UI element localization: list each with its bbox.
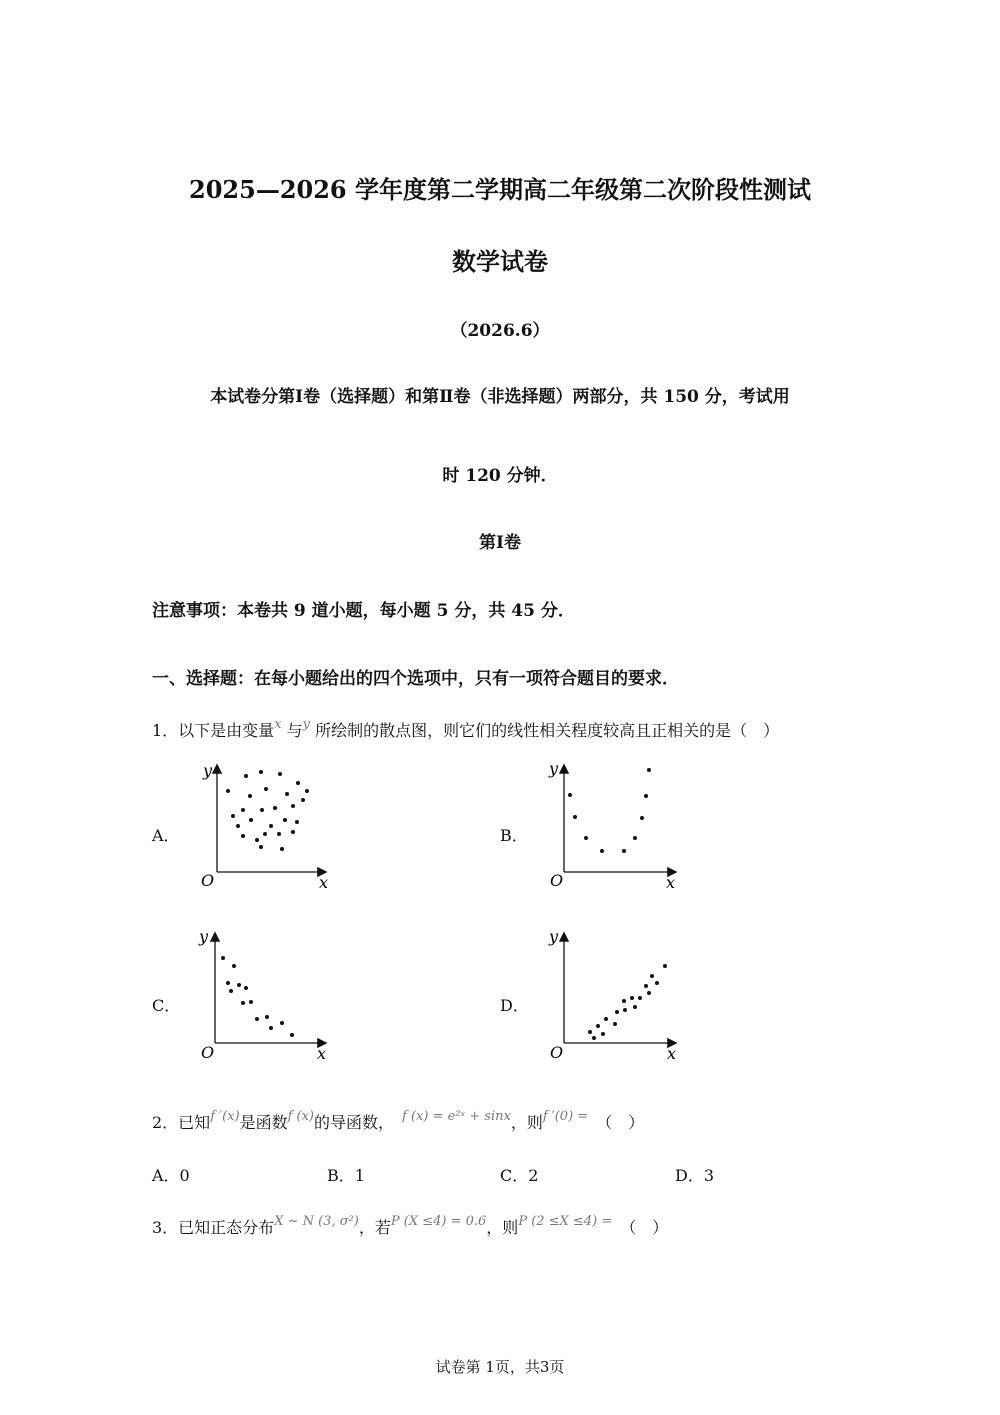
exam-title: 2025—2026 学年度第二学期高二年级第二次阶段性测试 [189, 175, 811, 204]
q2-f-x: f (x) [287, 1109, 314, 1124]
volume-heading: 第Ⅰ卷 [479, 533, 521, 553]
scatter-plot-b [545, 758, 690, 893]
x-axis-label: x [319, 873, 329, 892]
x-axis-label: x [317, 1044, 327, 1063]
q2-choice-b: B．1 [327, 1166, 365, 1185]
q2-mid1: 是函数 [239, 1113, 288, 1132]
notice-text: 注意事项：本卷共 9 道小题，每小题 5 分，共 45 分． [152, 601, 575, 621]
scatter-points [588, 964, 667, 1040]
origin-label: O [201, 1043, 215, 1062]
q2-choice-d: D．3 [675, 1166, 715, 1185]
question-1 [152, 718, 779, 741]
page-footer: 试卷第 1页，共3页 [435, 1358, 565, 1376]
y-axis-label: y [203, 761, 213, 780]
q1-prefix: 1．以下是由变量 [152, 721, 275, 740]
exam-intro-line2: 时 120 分钟． [442, 466, 558, 486]
q2-prefix: 2．已知 [152, 1113, 211, 1132]
origin-label: O [550, 871, 564, 890]
q1-option-d-label: D． [500, 996, 529, 1015]
section-heading: 一、选择题：在每小题给出的四个选项中，只有一项符合题目的要求． [152, 669, 679, 689]
q3-suffix: （ ） [628, 1218, 669, 1237]
origin-label: O [550, 1043, 564, 1062]
y-axis-label: y [199, 928, 209, 946]
q2-choice-a: A．0 [152, 1166, 190, 1185]
q2-f-prime-x: f ′(x) [210, 1109, 240, 1124]
q1-var-y: y [302, 717, 310, 732]
q1-mid: 与 [286, 721, 303, 740]
scatter-plot-c [195, 928, 340, 1068]
q3-mid2: ，则 [486, 1218, 519, 1237]
scatter-points [568, 768, 651, 853]
scatter-points [221, 956, 294, 1037]
q2-suffix: （ ） [604, 1113, 645, 1132]
q2-choice-c: C．2 [500, 1166, 539, 1185]
q2-f-prime-0: f ′(0) = [542, 1109, 589, 1124]
exam-date: （2026.6） [450, 321, 550, 341]
q3-distribution: X ~ N (3, σ²) [274, 1214, 359, 1229]
y-axis-label: y [549, 759, 559, 778]
exam-subtitle: 数学试卷 [452, 247, 548, 276]
q1-option-a-label: A． [152, 826, 180, 845]
question-3 [152, 1215, 668, 1238]
q3-mid1: ，若 [358, 1218, 391, 1237]
x-axis-label: x [667, 1044, 677, 1063]
exam-intro-line1: 本试卷分第Ⅰ卷（选择题）和第Ⅱ卷（非选择题）两部分，共 150 分，考试用 [210, 387, 790, 407]
x-axis-label: x [666, 873, 676, 892]
q1-var-x: x [274, 717, 282, 732]
y-axis-label: y [549, 928, 559, 946]
q3-prefix: 3．已知正态分布 [152, 1218, 275, 1237]
q1-option-b-label: B． [500, 826, 528, 845]
q1-option-c-label: C． [152, 996, 181, 1015]
origin-label: O [201, 871, 215, 890]
scatter-plot-a [195, 758, 340, 893]
q1-suffix: 所绘制的散点图，则它们的线性相关程度较高且正相关的是（ ） [315, 721, 780, 740]
question-2 [152, 1110, 644, 1133]
q3-probability: P (X ≤4) = 0.6 [390, 1214, 487, 1229]
q2-equation: f (x) = e²ˣ + sinx [402, 1109, 511, 1124]
q2-mid2: 的导函数， [314, 1113, 387, 1132]
scatter-points [226, 770, 309, 851]
scatter-plot-d [545, 928, 690, 1068]
q2-mid3: ，则 [510, 1113, 543, 1132]
q3-ask: P (2 ≤X ≤4) = [518, 1214, 613, 1229]
